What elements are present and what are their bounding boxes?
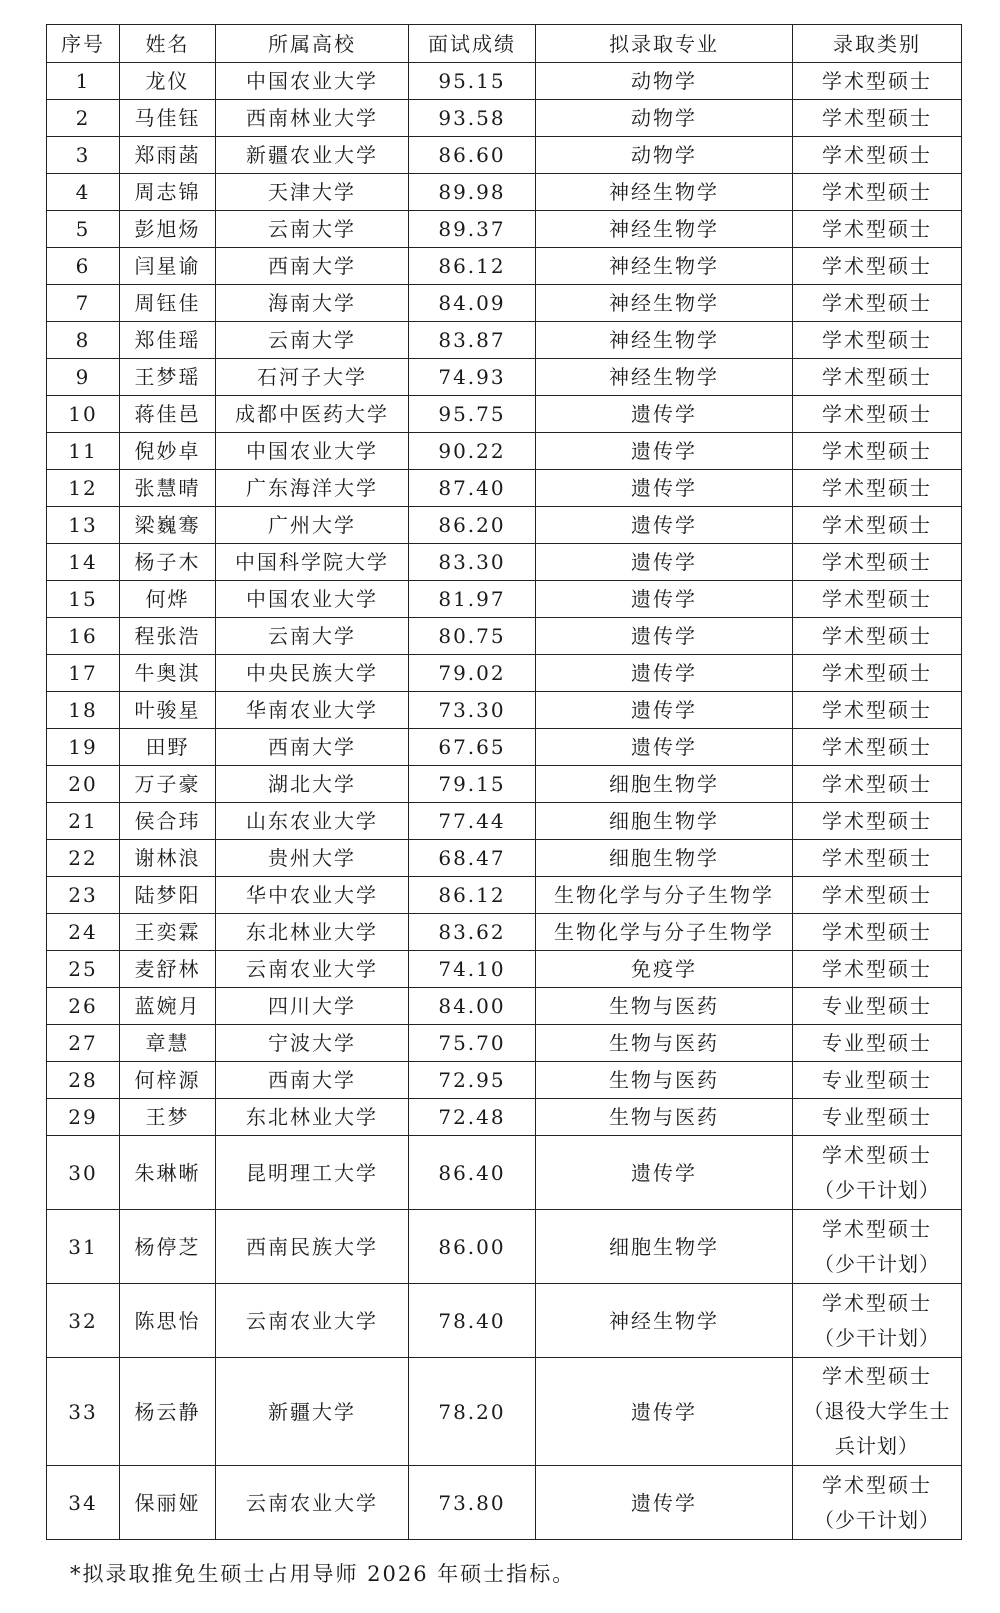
- header-school: 所属高校: [216, 25, 409, 63]
- table-row: [47, 692, 962, 729]
- cell-name: 何梓源: [120, 1062, 216, 1099]
- cell-score: 78.40: [409, 1284, 536, 1358]
- cell-no: 27: [47, 1025, 120, 1062]
- cell-no: 16: [47, 618, 120, 655]
- cell-score: 83.87: [409, 322, 536, 359]
- cell-school: 广州大学: [216, 507, 409, 544]
- cell-no: 25: [47, 951, 120, 988]
- category-label: 学术型硕士: [822, 808, 932, 833]
- cell-name: 杨云静: [120, 1358, 216, 1466]
- cell-name: 王梦: [120, 1099, 216, 1136]
- category-label: 学术型硕士: [822, 327, 932, 352]
- cell-school: 天津大学: [216, 174, 409, 211]
- cell-name: 郑佳瑶: [120, 322, 216, 359]
- cell-name: 周钰佳: [120, 285, 216, 322]
- cell-score: 74.10: [409, 951, 536, 988]
- cell-name: 何烨: [120, 581, 216, 618]
- cell-no: 7: [47, 285, 120, 322]
- category-label: 学术型硕士: [822, 1364, 932, 1388]
- cell-score: 83.30: [409, 544, 536, 581]
- cell-category: [793, 655, 962, 692]
- cell-name: 马佳钰: [120, 100, 216, 137]
- cell-major: 神经生物学: [536, 174, 793, 211]
- category-label: 学术型硕士: [822, 771, 932, 796]
- category-label: 学术型硕士: [822, 290, 932, 315]
- cell-school: 成都中医药大学: [216, 396, 409, 433]
- cell-category: [793, 285, 962, 322]
- category-label: 学术型硕士: [822, 216, 932, 241]
- cell-name: 倪妙卓: [120, 433, 216, 470]
- cell-no: 5: [47, 211, 120, 248]
- cell-school: 新疆农业大学: [216, 137, 409, 174]
- cell-category: [793, 840, 962, 877]
- cell-no: 32: [47, 1284, 120, 1358]
- table-row: [47, 544, 962, 581]
- cell-major: 细胞生物学: [536, 840, 793, 877]
- cell-name: 彭旭炀: [120, 211, 216, 248]
- cell-name: 田野: [120, 729, 216, 766]
- cell-category: [793, 877, 962, 914]
- cell-category: [793, 1284, 962, 1358]
- table-row: [47, 211, 962, 248]
- table-row: [47, 1210, 962, 1284]
- cell-major: 遗传学: [536, 396, 793, 433]
- cell-name: 陆梦阳: [120, 877, 216, 914]
- category-label: 专业型硕士: [822, 993, 932, 1018]
- cell-major: 遗传学: [536, 544, 793, 581]
- cell-score: 73.30: [409, 692, 536, 729]
- cell-category: [793, 359, 962, 396]
- cell-category: [793, 692, 962, 729]
- cell-no: 23: [47, 877, 120, 914]
- cell-school: 中国农业大学: [216, 63, 409, 100]
- cell-school: 东北林业大学: [216, 1099, 409, 1136]
- cell-major: 神经生物学: [536, 1284, 793, 1358]
- cell-score: 79.15: [409, 766, 536, 803]
- cell-major: 免疫学: [536, 951, 793, 988]
- cell-score: 72.95: [409, 1062, 536, 1099]
- header-row: [47, 25, 962, 63]
- cell-category: [793, 1210, 962, 1284]
- cell-name: 牛奥淇: [120, 655, 216, 692]
- cell-no: 10: [47, 396, 120, 433]
- cell-name: 杨停芝: [120, 1210, 216, 1284]
- cell-major: 生物与医药: [536, 1025, 793, 1062]
- cell-category: [793, 211, 962, 248]
- cell-school: 西南大学: [216, 729, 409, 766]
- cell-major: 遗传学: [536, 433, 793, 470]
- table-row: [47, 766, 962, 803]
- cell-school: 云南农业大学: [216, 1466, 409, 1540]
- cell-major: 生物与医药: [536, 1062, 793, 1099]
- cell-no: 14: [47, 544, 120, 581]
- cell-major: 神经生物学: [536, 359, 793, 396]
- cell-score: 93.58: [409, 100, 536, 137]
- cell-name: 章慧: [120, 1025, 216, 1062]
- cell-category: [793, 100, 962, 137]
- category-label: 学术型硕士: [822, 142, 932, 167]
- cell-category: [793, 803, 962, 840]
- cell-no: 33: [47, 1358, 120, 1466]
- category-label: 学术型硕士: [822, 68, 932, 93]
- cell-no: 13: [47, 507, 120, 544]
- cell-name: 麦舒林: [120, 951, 216, 988]
- cell-no: 22: [47, 840, 120, 877]
- cell-name: 周志锦: [120, 174, 216, 211]
- cell-score: 68.47: [409, 840, 536, 877]
- category-label: 学术型硕士: [822, 512, 932, 537]
- category-label: 学术型硕士: [822, 401, 932, 426]
- cell-school: 云南大学: [216, 322, 409, 359]
- cell-category: [793, 1358, 962, 1466]
- cell-score: 89.98: [409, 174, 536, 211]
- cell-major: 动物学: [536, 63, 793, 100]
- cell-score: 95.15: [409, 63, 536, 100]
- cell-major: 生物与医药: [536, 988, 793, 1025]
- cell-school: 西南大学: [216, 248, 409, 285]
- cell-score: 79.02: [409, 655, 536, 692]
- cell-school: 西南大学: [216, 1062, 409, 1099]
- cell-no: 6: [47, 248, 120, 285]
- category-label: 学术型硕士: [822, 1142, 932, 1167]
- table-row: [47, 1099, 962, 1136]
- table-row: [47, 137, 962, 174]
- cell-major: 细胞生物学: [536, 803, 793, 840]
- cell-major: 细胞生物学: [536, 766, 793, 803]
- category-note: （退役大学生士兵计划）: [803, 1399, 951, 1458]
- cell-school: 中国科学院大学: [216, 544, 409, 581]
- cell-category: [793, 618, 962, 655]
- category-note: （少干计划）: [814, 1507, 940, 1532]
- cell-school: 贵州大学: [216, 840, 409, 877]
- cell-school: 新疆大学: [216, 1358, 409, 1466]
- cell-name: 杨子木: [120, 544, 216, 581]
- cell-name: 王奕霖: [120, 914, 216, 951]
- category-label: 学术型硕士: [822, 179, 932, 204]
- cell-score: 86.60: [409, 137, 536, 174]
- cell-category: [793, 1099, 962, 1136]
- cell-no: 2: [47, 100, 120, 137]
- cell-school: 云南农业大学: [216, 951, 409, 988]
- admission-table: [46, 24, 962, 1540]
- table-row: [47, 63, 962, 100]
- table-row: [47, 1136, 962, 1210]
- cell-school: 海南大学: [216, 285, 409, 322]
- category-label: 专业型硕士: [822, 1030, 932, 1055]
- cell-major: 遗传学: [536, 507, 793, 544]
- header-category: 录取类别: [793, 25, 962, 63]
- cell-score: 86.00: [409, 1210, 536, 1284]
- table-row: [47, 729, 962, 766]
- category-label: 学术型硕士: [822, 253, 932, 278]
- cell-major: 遗传学: [536, 1466, 793, 1540]
- cell-school: 中央民族大学: [216, 655, 409, 692]
- cell-no: 24: [47, 914, 120, 951]
- cell-name: 闫星谕: [120, 248, 216, 285]
- cell-school: 华中农业大学: [216, 877, 409, 914]
- cell-score: 80.75: [409, 618, 536, 655]
- cell-category: [793, 248, 962, 285]
- cell-major: 遗传学: [536, 1358, 793, 1466]
- cell-major: 遗传学: [536, 581, 793, 618]
- cell-score: 78.20: [409, 1358, 536, 1466]
- category-label: 学术型硕士: [822, 623, 932, 648]
- table-row: [47, 507, 962, 544]
- cell-no: 1: [47, 63, 120, 100]
- cell-score: 81.97: [409, 581, 536, 618]
- category-label: 学术型硕士: [822, 438, 932, 463]
- table-row: [47, 1284, 962, 1358]
- cell-school: 云南大学: [216, 211, 409, 248]
- table-row: [47, 322, 962, 359]
- cell-name: 谢林浪: [120, 840, 216, 877]
- cell-school: 昆明理工大学: [216, 1136, 409, 1210]
- category-label: 学术型硕士: [822, 364, 932, 389]
- cell-no: 8: [47, 322, 120, 359]
- category-label: 学术型硕士: [822, 549, 932, 574]
- cell-category: [793, 396, 962, 433]
- table-row: [47, 248, 962, 285]
- cell-school: 宁波大学: [216, 1025, 409, 1062]
- cell-category: [793, 1025, 962, 1062]
- cell-name: 龙仪: [120, 63, 216, 100]
- table-row: [47, 840, 962, 877]
- cell-category: [793, 63, 962, 100]
- table-row: [47, 285, 962, 322]
- cell-category: [793, 544, 962, 581]
- cell-no: 17: [47, 655, 120, 692]
- cell-category: [793, 729, 962, 766]
- cell-school: 云南大学: [216, 618, 409, 655]
- cell-name: 侯合玮: [120, 803, 216, 840]
- table-row: [47, 1466, 962, 1540]
- cell-no: 15: [47, 581, 120, 618]
- category-label: 学术型硕士: [822, 697, 932, 722]
- cell-category: [793, 1062, 962, 1099]
- cell-major: 神经生物学: [536, 285, 793, 322]
- cell-major: 生物化学与分子生物学: [536, 877, 793, 914]
- cell-score: 86.20: [409, 507, 536, 544]
- cell-major: 遗传学: [536, 470, 793, 507]
- cell-score: 84.00: [409, 988, 536, 1025]
- cell-no: 19: [47, 729, 120, 766]
- category-label: 学术型硕士: [822, 882, 932, 907]
- cell-major: 动物学: [536, 137, 793, 174]
- cell-category: [793, 988, 962, 1025]
- cell-school: 中国农业大学: [216, 581, 409, 618]
- category-label: 学术型硕士: [822, 919, 932, 944]
- table-row: [47, 1025, 962, 1062]
- cell-major: 动物学: [536, 100, 793, 137]
- cell-score: 77.44: [409, 803, 536, 840]
- cell-no: 20: [47, 766, 120, 803]
- footnote: *拟录取推免生硕士占用导师 2026 年硕士指标。: [70, 1562, 576, 1586]
- cell-category: [793, 914, 962, 951]
- cell-score: 86.40: [409, 1136, 536, 1210]
- cell-no: 31: [47, 1210, 120, 1284]
- category-label: 学术型硕士: [822, 1472, 932, 1497]
- cell-school: 四川大学: [216, 988, 409, 1025]
- cell-score: 83.62: [409, 914, 536, 951]
- category-label: 学术型硕士: [822, 586, 932, 611]
- cell-name: 保丽娅: [120, 1466, 216, 1540]
- table-row: [47, 433, 962, 470]
- cell-no: 12: [47, 470, 120, 507]
- table-row: [47, 914, 962, 951]
- cell-major: 遗传学: [536, 655, 793, 692]
- cell-no: 18: [47, 692, 120, 729]
- cell-school: 云南农业大学: [216, 1284, 409, 1358]
- cell-no: 29: [47, 1099, 120, 1136]
- category-label: 学术型硕士: [822, 845, 932, 870]
- cell-score: 67.65: [409, 729, 536, 766]
- cell-category: [793, 174, 962, 211]
- cell-name: 蒋佳邑: [120, 396, 216, 433]
- table-body: [47, 63, 962, 1540]
- cell-score: 74.93: [409, 359, 536, 396]
- category-label: 学术型硕士: [822, 475, 932, 500]
- cell-category: [793, 137, 962, 174]
- category-label: 学术型硕士: [822, 1290, 932, 1315]
- cell-category: [793, 581, 962, 618]
- cell-score: 84.09: [409, 285, 536, 322]
- category-label: 学术型硕士: [822, 1216, 932, 1241]
- cell-school: 西南民族大学: [216, 1210, 409, 1284]
- header-score: 面试成绩: [409, 25, 536, 63]
- cell-major: 遗传学: [536, 729, 793, 766]
- cell-category: [793, 1136, 962, 1210]
- table-row: [47, 1358, 962, 1466]
- table-row: [47, 396, 962, 433]
- cell-name: 叶骏星: [120, 692, 216, 729]
- table-row: [47, 618, 962, 655]
- cell-school: 石河子大学: [216, 359, 409, 396]
- category-label: 学术型硕士: [822, 734, 932, 759]
- cell-score: 86.12: [409, 877, 536, 914]
- cell-no: 26: [47, 988, 120, 1025]
- table-row: [47, 951, 962, 988]
- admission-sheet: [46, 24, 961, 1540]
- header-no: 序号: [47, 25, 120, 63]
- cell-school: 东北林业大学: [216, 914, 409, 951]
- cell-no: 34: [47, 1466, 120, 1540]
- cell-name: 张慧晴: [120, 470, 216, 507]
- table-row: [47, 877, 962, 914]
- cell-name: 蓝婉月: [120, 988, 216, 1025]
- table-row: [47, 988, 962, 1025]
- cell-major: 生物与医药: [536, 1099, 793, 1136]
- table-row: [47, 803, 962, 840]
- table-row: [47, 470, 962, 507]
- cell-category: [793, 507, 962, 544]
- cell-score: 86.12: [409, 248, 536, 285]
- cell-school: 广东海洋大学: [216, 470, 409, 507]
- cell-category: [793, 1466, 962, 1540]
- cell-category: [793, 470, 962, 507]
- category-label: 专业型硕士: [822, 1104, 932, 1129]
- cell-school: 山东农业大学: [216, 803, 409, 840]
- cell-name: 王梦瑶: [120, 359, 216, 396]
- cell-major: 遗传学: [536, 692, 793, 729]
- cell-category: [793, 951, 962, 988]
- cell-category: [793, 433, 962, 470]
- header-major: 拟录取专业: [536, 25, 793, 63]
- cell-no: 21: [47, 803, 120, 840]
- cell-score: 95.75: [409, 396, 536, 433]
- cell-score: 72.48: [409, 1099, 536, 1136]
- category-label: 专业型硕士: [822, 1067, 932, 1092]
- category-label: 学术型硕士: [822, 105, 932, 130]
- cell-major: 神经生物学: [536, 322, 793, 359]
- category-label: 学术型硕士: [822, 660, 932, 685]
- category-note: （少干计划）: [814, 1251, 940, 1276]
- cell-major: 遗传学: [536, 1136, 793, 1210]
- cell-no: 28: [47, 1062, 120, 1099]
- table-row: [47, 100, 962, 137]
- category-note: （少干计划）: [814, 1177, 940, 1202]
- cell-no: 3: [47, 137, 120, 174]
- table-row: [47, 174, 962, 211]
- cell-score: 90.22: [409, 433, 536, 470]
- cell-no: 11: [47, 433, 120, 470]
- cell-school: 湖北大学: [216, 766, 409, 803]
- cell-name: 程张浩: [120, 618, 216, 655]
- category-label: 学术型硕士: [822, 956, 932, 981]
- cell-no: 30: [47, 1136, 120, 1210]
- table-row: [47, 359, 962, 396]
- cell-no: 4: [47, 174, 120, 211]
- cell-category: [793, 766, 962, 803]
- cell-school: 中国农业大学: [216, 433, 409, 470]
- cell-major: 遗传学: [536, 618, 793, 655]
- cell-school: 华南农业大学: [216, 692, 409, 729]
- cell-name: 陈思怡: [120, 1284, 216, 1358]
- table-row: [47, 1062, 962, 1099]
- cell-name: 郑雨菡: [120, 137, 216, 174]
- cell-score: 89.37: [409, 211, 536, 248]
- cell-major: 生物化学与分子生物学: [536, 914, 793, 951]
- table-row: [47, 655, 962, 692]
- cell-school: 西南林业大学: [216, 100, 409, 137]
- cell-category: [793, 322, 962, 359]
- cell-major: 神经生物学: [536, 248, 793, 285]
- cell-name: 朱琳晰: [120, 1136, 216, 1210]
- table-row: [47, 581, 962, 618]
- cell-no: 9: [47, 359, 120, 396]
- cell-major: 神经生物学: [536, 211, 793, 248]
- table-header: [47, 25, 962, 63]
- cell-score: 75.70: [409, 1025, 536, 1062]
- cell-major: 细胞生物学: [536, 1210, 793, 1284]
- cell-score: 87.40: [409, 470, 536, 507]
- cell-name: 梁巍骞: [120, 507, 216, 544]
- header-name: 姓名: [120, 25, 216, 63]
- cell-score: 73.80: [409, 1466, 536, 1540]
- category-note: （少干计划）: [814, 1325, 940, 1350]
- cell-name: 万子豪: [120, 766, 216, 803]
